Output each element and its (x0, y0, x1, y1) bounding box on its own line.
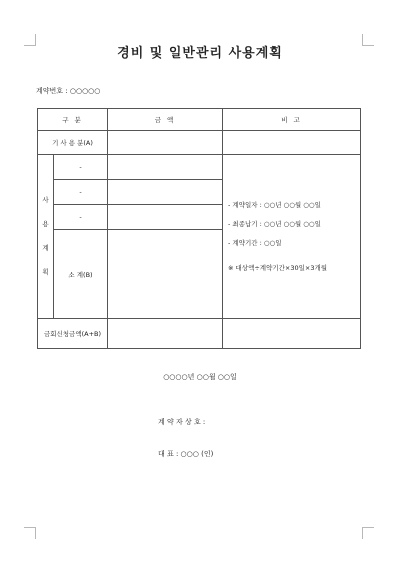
planned-item-2-amount-cell[interactable] (108, 180, 223, 205)
existing-use-amount-cell[interactable] (108, 131, 223, 155)
planned-item-1-amount-cell[interactable] (108, 155, 223, 180)
table-header-row (38, 109, 361, 131)
existing-use-remarks-cell[interactable] (223, 131, 361, 155)
contractor-company: 계 약 자 상 호 : (158, 418, 206, 426)
usage-plan-table (37, 108, 361, 349)
contractor-representative: 대 표 : ○○○ (인) (158, 450, 214, 458)
planned-use-side-label: 사 용 계 획 (38, 155, 54, 319)
header-remarks: 비 고 (223, 109, 361, 131)
document-title: 경비 및 일반관리 사용계획 (117, 46, 283, 61)
total-amount-cell[interactable] (108, 318, 223, 348)
remarks-cell (223, 155, 361, 319)
crop-mark-bottom-right (362, 527, 374, 539)
header-category: 구 분 (38, 109, 108, 131)
remark-contract-date: - 계약일자 : ○○년 ○○월 ○○일 (228, 201, 321, 210)
planned-item-2-label: - (54, 180, 108, 205)
document-date: ○○○○년 ○○월 ○○일 (163, 373, 237, 381)
remark-final-delivery: - 최종납기 : ○○년 ○○월 ○○일 (228, 220, 321, 229)
planned-item-3-amount-cell[interactable] (108, 205, 223, 230)
crop-mark-bottom-left (24, 527, 36, 539)
contract-number: 계약번호 : ○○○○○ (36, 87, 101, 95)
planned-item-1-label: - (54, 155, 108, 180)
remark-contract-period: - 계약기간 : ○○일 (228, 239, 282, 248)
total-label: 금회신청금액(A+B) (38, 318, 108, 348)
row-label-existing-use: 기 사 용 분(A) (38, 131, 108, 155)
subtotal-label: 소 계(B) (54, 230, 108, 318)
total-remarks-cell[interactable] (223, 318, 361, 348)
remark-formula: ※ 대상액÷계약기간×30일×3개월 (228, 264, 328, 273)
header-amount: 금 액 (108, 109, 223, 131)
table-row (38, 131, 361, 155)
subtotal-amount-cell[interactable] (108, 230, 223, 318)
table-row (38, 318, 361, 348)
planned-item-3-label: - (54, 205, 108, 230)
table-row (38, 155, 361, 180)
